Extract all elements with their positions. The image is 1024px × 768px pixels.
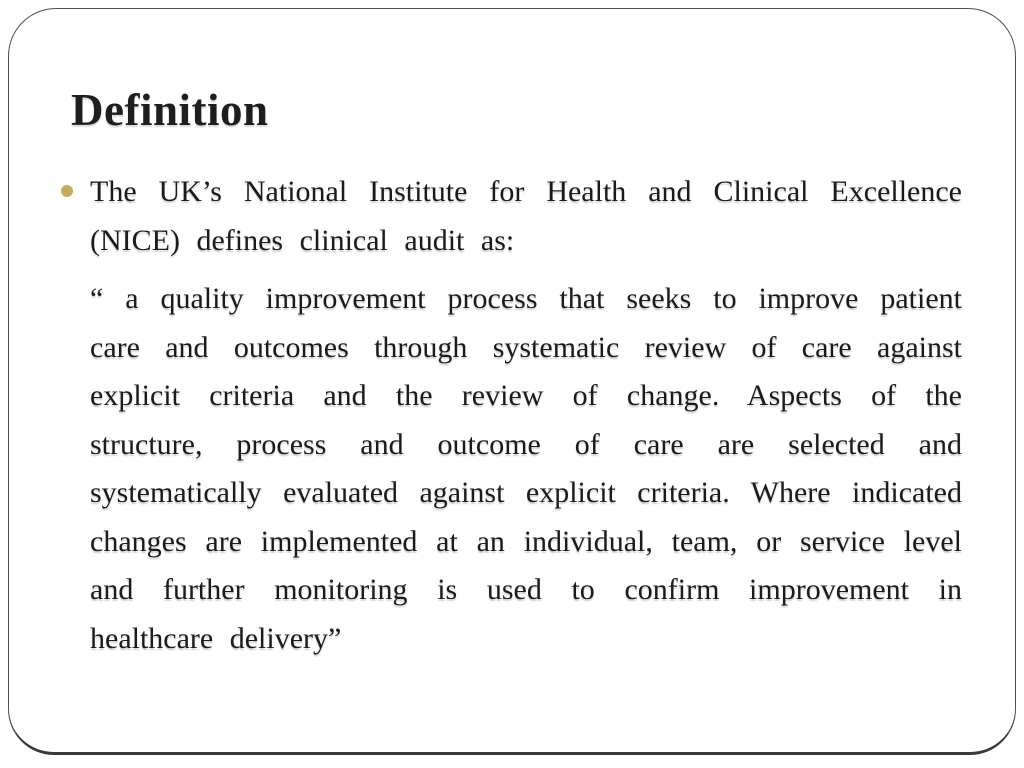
quote-paragraph: “ a quality improvement process that seeks to improve patient care and outcomes through systematic review of care against explicit criteria and the review of change. Aspects of the structure, process and outcome of care are selected and systematically evaluated against explicit criteria. Where indicated changes are implemented at an individual, team, or service level and further monitoring is used to confirm improvement in healthcare delivery”: [90, 282, 962, 655]
bullet-icon: [61, 185, 73, 197]
slide-title: Definition: [71, 85, 269, 135]
bullet-paragraph: The UK’s National Institute for Health and Clinical Excellence (NICE) defines clinical audit as:: [90, 175, 962, 257]
slide-body: [61, 168, 962, 663]
bullet-item: [61, 168, 962, 265]
